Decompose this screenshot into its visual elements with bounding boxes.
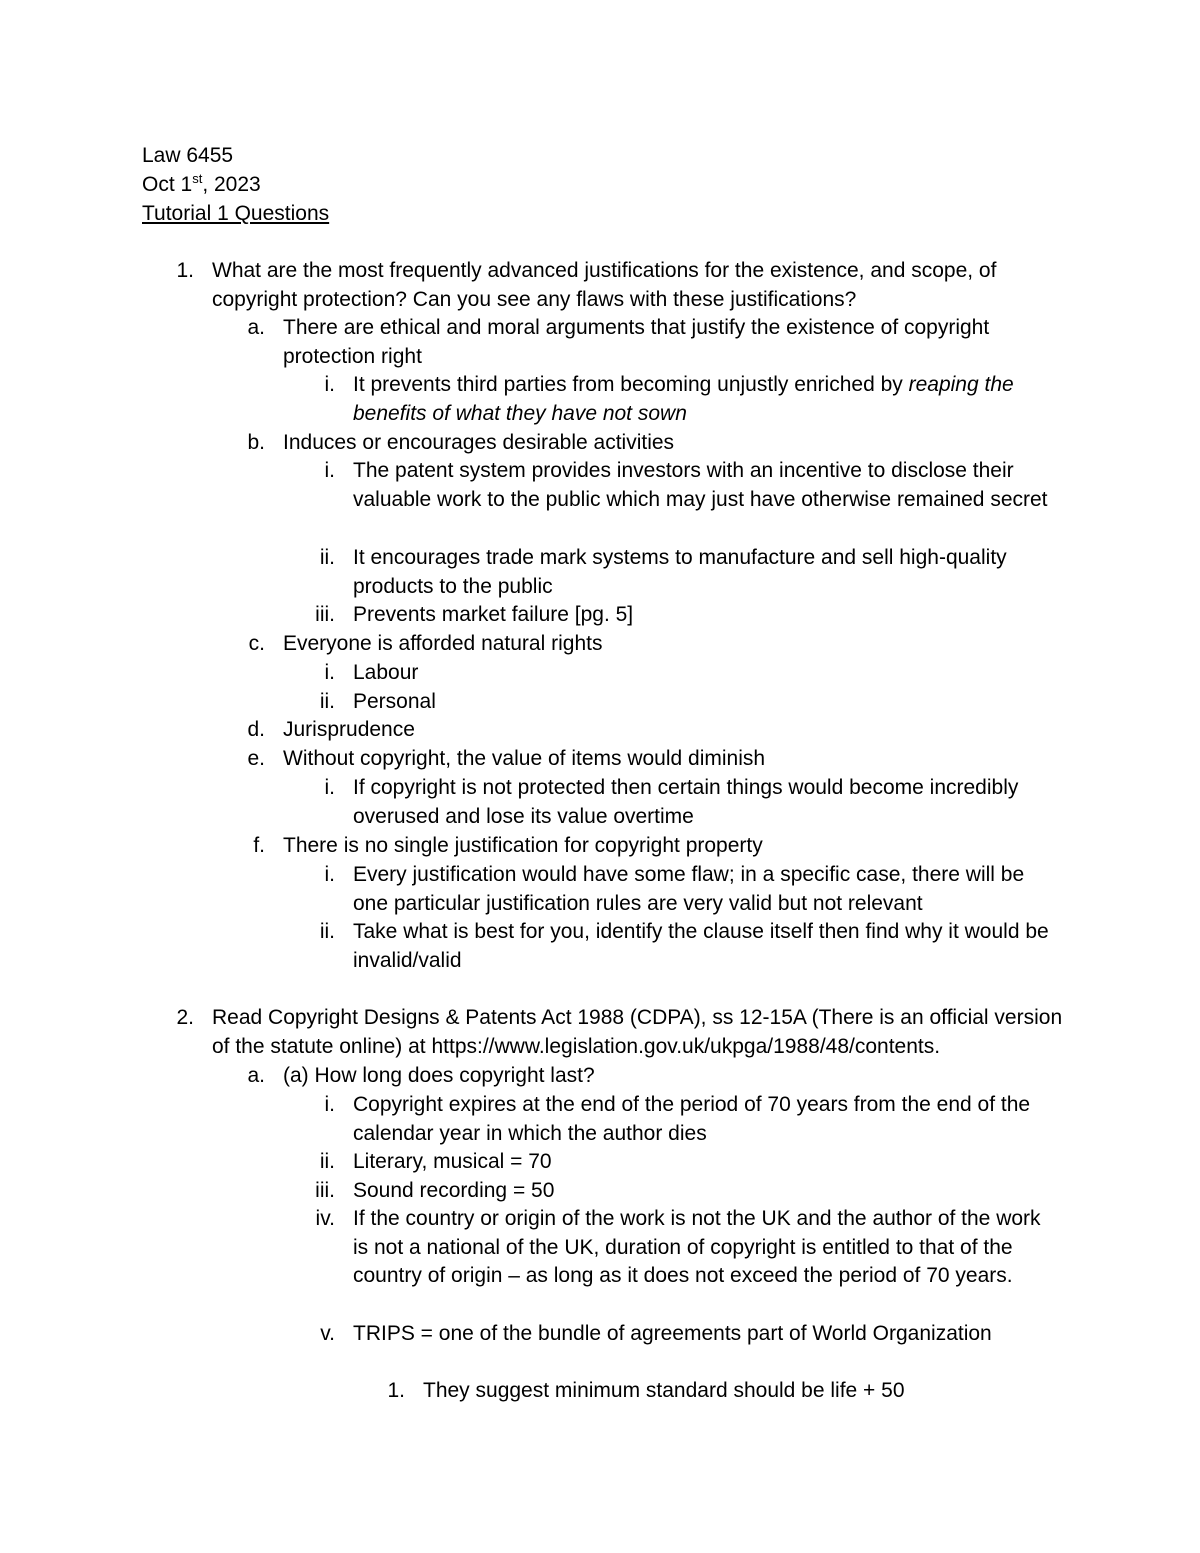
list-number: 2. [176, 1006, 194, 1029]
list-item-text: There is no single justification for copyright property [283, 834, 763, 857]
list-item-text: Prevents market failure [pg. 5] [353, 603, 634, 626]
list-item-text: The patent system provides investors with an incentive to disclose their valuable work to the public which may just have otherwise remained secret [353, 459, 1048, 511]
list-letter: b. [247, 431, 265, 454]
question-text: Read Copyright Designs & Patents Act 1988 (CDPA), ss 12-15A (There is an official version of the statute online) at https://www.legislation.gov.uk/ukpga/1988/48/contents. [212, 1006, 1063, 1058]
list-item-text: Jurisprudence [283, 718, 415, 741]
list-item-text: It prevents third parties from becoming unjustly enriched by reaping the benefits of what they have not sown [353, 373, 1014, 425]
list-item-text: Labour [353, 661, 419, 684]
list-item-text: If the country or origin of the work is not the UK and the author of the work is not a national of the UK, duration of copyright is entitled to that of the country of origin – as long as it does not exceed the period of 70 years. [353, 1207, 1041, 1288]
list-item-text: Without copyright, the value of items would diminish [283, 747, 766, 770]
list-item-text: There are ethical and moral arguments that justify the existence of copyright protection right [283, 316, 990, 368]
list-number: 1. [387, 1379, 405, 1402]
document-date: Oct 1st, 2023 [142, 171, 261, 196]
list-roman: i. [324, 459, 335, 482]
list-item-text: Copyright expires at the end of the period of 70 years from the end of the calendar year in which the author dies [353, 1093, 1031, 1145]
list-item-text: TRIPS = one of the bundle of agreements part of World Organization [353, 1322, 992, 1345]
list-roman: iv. [315, 1207, 335, 1230]
list-roman: ii. [319, 1150, 335, 1173]
list-item-text: Everyone is afforded natural rights [283, 632, 603, 655]
list-item-text: It encourages trade mark systems to manufacture and sell high-quality products to the public [353, 546, 1007, 598]
list-roman: i. [324, 1093, 335, 1116]
question-text: What are the most frequently advanced justifications for the existence, and scope, of copyright protection? Can you see any flaws with these justifications? [212, 259, 997, 311]
list-roman: iii. [315, 603, 335, 626]
list-roman: iii. [315, 1179, 335, 1202]
list-roman: i. [324, 776, 335, 799]
list-item-text: If copyright is not protected then certain things would become incredibly overused and lose its value overtime [353, 776, 1019, 828]
list-item-text: (a) How long does copyright last? [283, 1064, 595, 1087]
list-roman: i. [324, 863, 335, 886]
document-title: Tutorial 1 Questions [142, 202, 330, 225]
list-letter: c. [248, 632, 265, 655]
list-letter: f. [253, 834, 265, 857]
list-letter: a. [247, 316, 265, 339]
list-roman: i. [324, 373, 335, 396]
list-item-text: Take what is best for you, identify the clause itself then find why it would be invalid/valid [353, 920, 1049, 972]
list-item-text: They suggest minimum standard should be life + 50 [423, 1379, 905, 1402]
list-item-text: Induces or encourages desirable activities [283, 431, 675, 454]
list-roman: v. [320, 1322, 335, 1345]
list-item-text: Every justification would have some flaw; in a specific case, there will be one particular justification rules are very valid but not relevant [353, 863, 1025, 915]
list-letter: d. [247, 718, 265, 741]
list-item-text: Literary, musical = 70 [353, 1150, 552, 1173]
list-item-text: Sound recording = 50 [353, 1179, 555, 1202]
list-letter: a. [247, 1064, 265, 1087]
list-number: 1. [176, 259, 194, 282]
list-roman: ii. [319, 546, 335, 569]
list-roman: ii. [319, 920, 335, 943]
list-item-text: Personal [353, 690, 436, 713]
list-letter: e. [247, 747, 265, 770]
list-roman: i. [324, 661, 335, 684]
course-code: Law 6455 [142, 144, 234, 167]
list-roman: ii. [319, 690, 335, 713]
